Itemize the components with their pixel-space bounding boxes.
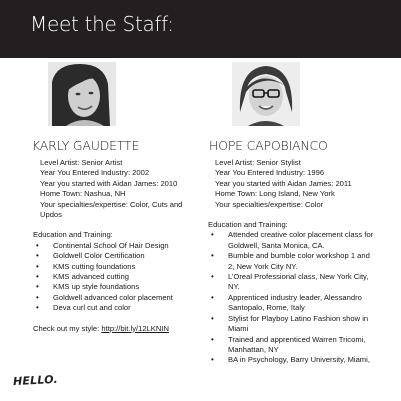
list-item: • KMS up style foundations [33, 282, 203, 292]
staff-photo-hope [232, 62, 300, 126]
list-item: • Trained and apprenticed Warren Tricomi, Manhattan, NY [208, 335, 378, 356]
info-year-started: Year you started with Aidan James: 2011 [215, 178, 352, 188]
staff-info [33, 158, 203, 220]
list-item: • Deva curl cut and color [33, 303, 203, 313]
info-year-entered: Year You Entered Industry: 2002 [40, 168, 150, 178]
list-item: • KMS cutting foundations [33, 262, 203, 272]
info-level: Level Artist: Senior Artist [40, 158, 123, 167]
info-specialties: Your specialties/expertise: Color, Cuts and Updos [40, 199, 183, 220]
list-item: • Bumble and bumble color workshop 1 and 2, New York City NY. [208, 251, 378, 272]
hello-logo: HELLO. [12, 372, 59, 389]
education-list [208, 230, 378, 365]
staff-info [208, 158, 378, 210]
staff-name-karly: KARLY GAUDETTE [32, 138, 140, 153]
list-item: • BA in Psychology, Barry University, Miami, [208, 355, 378, 365]
list-item: • Goldwell advanced color placement [33, 293, 203, 303]
list-item: • KMS advanced cutting [33, 272, 203, 282]
education-list [33, 241, 203, 314]
list-item: • Goldwell Color Certification [33, 251, 203, 261]
info-home-town: Home Town: Long Island, New York [215, 189, 335, 199]
info-home-town: Home Town: Nashua, NH [40, 189, 126, 199]
info-specialties: Your specialties/expertise: Color [215, 199, 324, 209]
header-banner [0, 0, 401, 58]
style-link[interactable]: http://bit.ly/12LKNIN [101, 323, 169, 333]
staff-details-karly [33, 158, 203, 334]
staff-photo-karly [48, 62, 116, 126]
style-line [33, 324, 203, 334]
info-level: Level Artist: Senior Stylist [215, 158, 301, 167]
staff-details-hope [208, 158, 378, 366]
list-item: • L’Oreal Professional class, New York City, NY. [208, 272, 378, 293]
list-item: • Apprenticed industry leader, Alessandro Santopalo, Rome, Italy [208, 293, 378, 314]
list-item: • Stylist for Playboy Latino Fashion show in Miami [208, 314, 378, 335]
staff-name-hope: HOPE CAPOBIANCO [209, 138, 328, 153]
education-heading: Education and Training: [208, 220, 288, 230]
list-item: • Attended creative color placement class for Goldwell, Santa Monica, CA. [208, 230, 378, 251]
list-item: • Continental School Of Hair Design [33, 241, 203, 251]
education-heading: Education and Training: [33, 230, 113, 240]
info-year-started: Year you started with Aidan James: 2010 [40, 178, 178, 188]
page-title: Meet the Staff: [30, 12, 174, 36]
info-year-entered: Year You Entered Industry: 1996 [215, 168, 325, 178]
style-label: Check out my style: [33, 323, 100, 333]
